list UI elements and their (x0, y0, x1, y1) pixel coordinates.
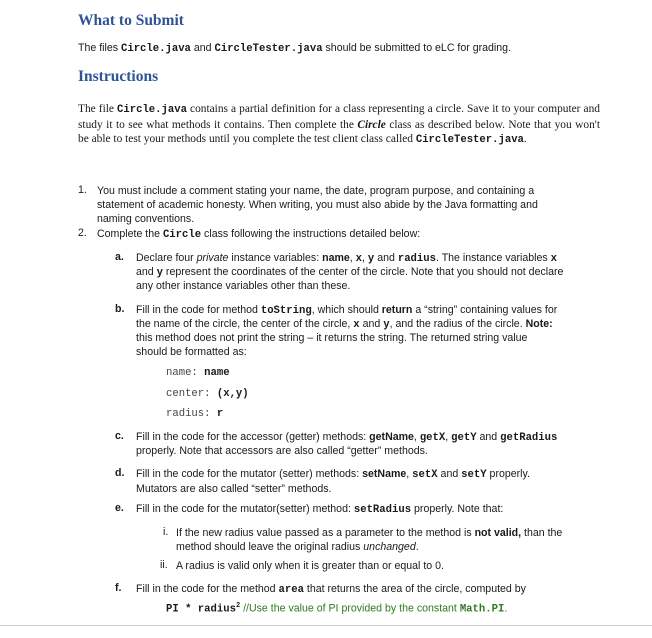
sub-item-letter: b. (115, 303, 125, 315)
item-1-line-3: naming conventions. (97, 213, 195, 225)
sub-item-e-i-line-2: method should leave the original radius unchanged. (176, 541, 419, 553)
sub-item-letter: a. (115, 251, 124, 263)
sub-item-letter: e. (115, 502, 124, 514)
sub-item-b-line-1: Fill in the code for method toString, which should return a “string” containing values for (136, 304, 558, 317)
submit-paragraph: The files Circle.java and CircleTester.java should be submitted to eLC for grading. (78, 42, 512, 55)
area-formula: PI * radius$^2$ //Use the value of PI provided by the constant Math.PI. (166, 602, 508, 616)
format-name-line: name: name (166, 367, 230, 379)
sub-item-e-i-line-1: If the new radius value passed as a parameter to the method is not valid, than the (176, 527, 563, 539)
what-to-submit-heading: What to Submit (78, 12, 184, 29)
sub-item-e-line-1: Fill in the code for the mutator(setter) method: setRadius properly. Note that: (136, 503, 504, 516)
sub-item-e-ii-line: A radius is valid only when it is greater than or equal to 0. (176, 560, 444, 572)
sub-item-c-line-2: properly. Note that accessors are also called “getter” methods. (136, 445, 428, 457)
sub-sub-marker: i. (163, 526, 169, 538)
instructions-heading: Instructions (78, 68, 159, 85)
sub-item-letter: c. (115, 430, 124, 442)
item-number: 1. (78, 184, 87, 196)
item-2-line: Complete the Circle class following the instructions detailed below: (97, 228, 421, 241)
sub-item-d-line-1: Fill in the code for the mutator (setter) methods: setName, setX and setY properly. (136, 468, 530, 481)
item-number: 2. (78, 227, 87, 239)
sub-sub-marker: ii. (160, 559, 168, 571)
sub-item-d-line-2: Mutators are also called “setter” methods. (136, 483, 332, 495)
sub-item-letter: f. (115, 582, 122, 594)
sub-item-f-line-1: Fill in the code for the method area that returns the area of the circle, computed by (136, 583, 526, 596)
sub-item-a-line-1: Declare four private instance variables: name, x, y and radius. The instance variables x (136, 252, 557, 265)
sub-item-b-line-4: should be formatted as: (136, 346, 247, 358)
format-center-line: center: (x,y) (166, 388, 249, 400)
item-1-line-1: You must include a comment stating your name, the date, program purpose, and containing a (97, 185, 535, 197)
format-radius-line: radius: r (166, 408, 224, 420)
sub-item-b-line-2: the name of the circle, the center of the circle, x and y, and the radius of the circle. Note: (136, 318, 553, 331)
sub-item-a-line-3: any other instance variables other than these. (136, 280, 351, 292)
page-bottom-divider (0, 625, 652, 626)
sub-item-c-line-1: Fill in the code for the accessor (getter) methods: getName, getX, getY and getRadius (136, 431, 558, 444)
sub-item-letter: d. (115, 467, 125, 479)
sub-item-a-line-2: and y represent the coordinates of the center of the circle. Note that you should not declare (136, 266, 564, 279)
item-1-line-2: statement of academic honesty. When writing, you must also abide by the Java formatting and (97, 199, 538, 211)
instructions-paragraph: The file Circle.java contains a partial definition for a class representing a circle. Save it to your computer and study it to see what methods it contains. Then complete the Circle class as described below. Note that you won't be able to test your methods until you complete the test client class called CircleTester.java. (78, 103, 600, 146)
sub-item-b-line-3: this method does not print the string – it returns the string. The returned string value (136, 332, 528, 344)
